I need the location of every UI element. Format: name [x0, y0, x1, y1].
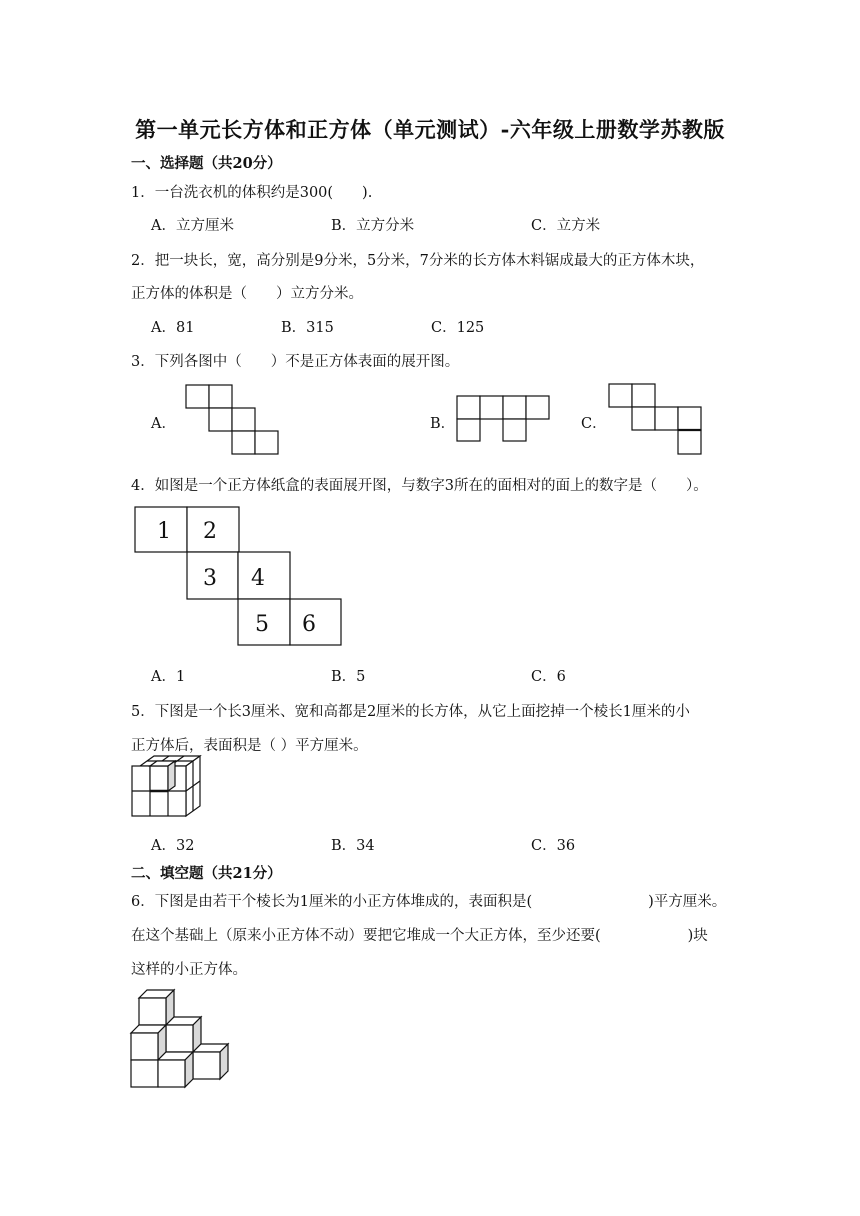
- question-1-text: 1．一台洗衣机的体积约是300( ).: [131, 185, 373, 201]
- question-5-option-c: C．36: [531, 838, 576, 854]
- net-face-5: 5: [255, 612, 269, 637]
- question-6-text-line1: 6．下图是由若干个棱长为1厘米的小正方体堆成的，表面积是( )平方厘米。: [131, 894, 727, 910]
- question-1-option-a: A．立方厘米: [151, 218, 234, 234]
- question-2-option-c: C．125: [431, 320, 485, 336]
- question-2-option-b: B．315: [281, 320, 334, 336]
- question-4-option-c: C．6: [531, 669, 566, 685]
- question-5-option-b: B．34: [331, 838, 375, 854]
- net-face-1: 1: [157, 519, 171, 544]
- question-4-text: 4．如图是一个正方体纸盒的表面展开图，与数字3所在的面相对的面上的数字是（ ）。: [131, 478, 708, 494]
- question-3-option-b: B．: [430, 416, 456, 432]
- question-3-option-a: A．: [151, 416, 176, 432]
- question-1-option-c: C．立方米: [531, 218, 601, 234]
- question-2-text-line1: 2．把一块长，宽，高分别是9分米，5分米，7分米的长方体木料锯成最大的正方体木块，: [131, 253, 705, 269]
- question-5-text-line1: 5．下图是一个长3厘米、宽和高都是2厘米的长方体，从它上面挖掉一个棱长1厘米的小: [131, 704, 690, 720]
- net-face-2: 2: [203, 519, 217, 544]
- question-4-option-a: A．1: [151, 669, 186, 685]
- question-5-text-line2: 正方体后，表面积是（ ）平方厘米。: [131, 738, 368, 754]
- question-3-option-c: C．: [581, 416, 607, 432]
- net-face-6: 6: [302, 612, 316, 637]
- net-face-4: 4: [251, 566, 265, 591]
- net-face-3: 3: [203, 566, 217, 591]
- page-title: 第一单元长方体和正方体（单元测试）-六年级上册数学苏教版: [135, 117, 725, 142]
- section-heading-choice: 一、选择题（共20分）: [131, 155, 282, 172]
- section-heading-fill: 二、填空题（共21分）: [131, 865, 282, 882]
- question-2-option-a: A．81: [151, 320, 195, 336]
- question-1-option-b: B．立方分米: [331, 218, 415, 234]
- question-5-option-a: A．32: [151, 838, 195, 854]
- question-6-text-line3: 这样的小正方体。: [131, 962, 247, 978]
- question-6-text-line2: 在这个基础上（原来小正方体不动）要把它堆成一个大正方体，至少还要( )块: [131, 928, 708, 944]
- question-3-text: 3．下列各图中（ ）不是正方体表面的展开图。: [131, 354, 460, 370]
- question-4-option-b: B．5: [331, 669, 366, 685]
- question-2-text-line2: 正方体的体积是（ ）立方分米。: [131, 286, 363, 302]
